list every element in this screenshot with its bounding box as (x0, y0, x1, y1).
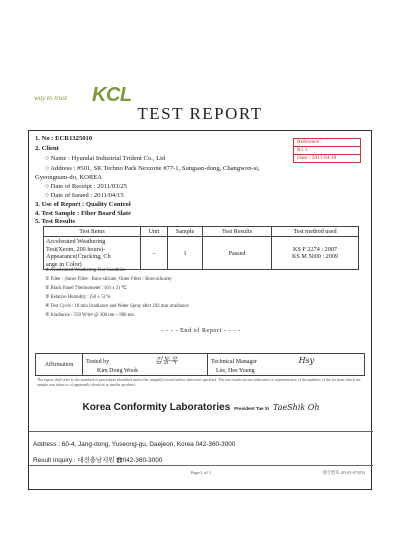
lab-signature-line (29, 397, 373, 415)
report-title: TEST REPORT (137, 104, 263, 123)
client-address: ○ Address : #501, SK Techno Park Nexzone #77-1, Sungsan-dong, Changwon-si, (45, 165, 260, 172)
date-of-issued: ○ Date of Issued : 2011/04/15 (45, 192, 124, 199)
method-cell: KS F 2274 : 2007 KS M 5000 : 2009 (272, 237, 359, 270)
col-test-items: Test Items (44, 227, 141, 237)
form-number: 양식번호-20-01-07(03) (322, 470, 365, 475)
kcl-logo: KCL (92, 84, 132, 106)
client-address-cont: Gyeongnam-do, KOREA (35, 174, 103, 181)
condition-heading: ★ Accelerated Weathering Test Condition (45, 268, 126, 273)
col-sample: Sample (168, 227, 203, 237)
reference-date: Date : 2011.04.18 (297, 155, 337, 161)
sample-cell: 1 (168, 237, 203, 270)
inquiry-divider (29, 465, 373, 466)
condition-cycle: ④ Test Cycle : 18 min irradiance and Water Spray after 102 min irradiance (45, 304, 189, 309)
signature-table (35, 353, 365, 376)
col-test-method: Test method used (272, 227, 359, 237)
condition-filter: ① Filter : (Inner Filter : Boro-silicate, Outer Filter : Boro-silicate) (45, 277, 172, 282)
result-cell: Passed (203, 237, 272, 270)
test-results-heading: 5. Test Results (35, 218, 76, 225)
president-signature: TaeShik Oh (272, 403, 320, 412)
client-heading: 2. Client (35, 145, 59, 152)
use-of-report: 3. Use of Report : Quality Control (35, 201, 131, 208)
tested-by-cell (83, 354, 208, 368)
footer-divider (29, 431, 373, 432)
page-number: Page 1 of 1 (190, 470, 212, 475)
president-label: President Tae Si (234, 406, 269, 411)
condition-humidity: ③ Relative Humidity : (50 ± 5) % (45, 295, 111, 300)
affirmation-label: Affirmation (36, 354, 83, 376)
lab-address: Address : 60-4, Jang-dong, Yuseong-gu, Daejeon, Korea 042-360-3000 (33, 441, 236, 448)
unit-cell: – (141, 237, 168, 270)
disclaimer: The report shall refer to the standard or procedures identified and to the sample(s) tested unless otherwise specified. The test results are not indicative or representative of the qualities of the lot from which the sample was taken or of apparently identical or similar products. (37, 378, 361, 387)
results-header-row (44, 227, 359, 237)
technical-manager-label: Technical Manager (211, 359, 258, 365)
manager-cell (208, 354, 365, 368)
lab-name: Korea Conformity Laboratories (82, 402, 231, 413)
reference-label: Reference : (294, 139, 360, 147)
date-of-receipt: ○ Date of Receipt : 2011/03/25 (45, 183, 127, 190)
tester-name: Kim Dong Wook (83, 367, 208, 376)
logo-tagline: way to trust (34, 94, 68, 102)
col-test-results: Test Results (203, 227, 272, 237)
reference-stamp (293, 138, 361, 163)
end-of-report: - - - - End of Report - - - - (161, 328, 241, 334)
reference-value: R1 1 (294, 147, 360, 155)
manager-name: Lee, Hee Young (208, 367, 365, 376)
tester-signature: 김동욱 (154, 356, 178, 365)
condition-irradiance: ⑤ Irradiance : 550 W/m² @ 300 nm ~ 800 nm (45, 313, 134, 318)
table-row (44, 237, 359, 270)
manager-signature: Hsy (298, 356, 315, 365)
report-document (28, 130, 372, 490)
client-name: ○ Name : Hyundai Industrial Trident Co., Ltd (45, 155, 166, 162)
result-inquiry: Result Inquiry : 대전충남지원 ☎042-360-3000 (33, 457, 163, 464)
test-item-cell: Accelerated Weathering Test(Xeom, 200 hours)- Appearance(Cracking, Ch ange in Color) (44, 237, 141, 270)
col-unit: Unit (141, 227, 168, 237)
results-table (43, 226, 359, 270)
tested-by-label: Tested by (86, 359, 110, 365)
report-number: 1. No : ECR1325010 (35, 135, 93, 142)
test-sample: 4. Test Sample : Fiber Board Slate (35, 210, 132, 217)
condition-thermometer: ② Black Panel Thermometer : (63 ± 3) ℃ (45, 286, 127, 291)
